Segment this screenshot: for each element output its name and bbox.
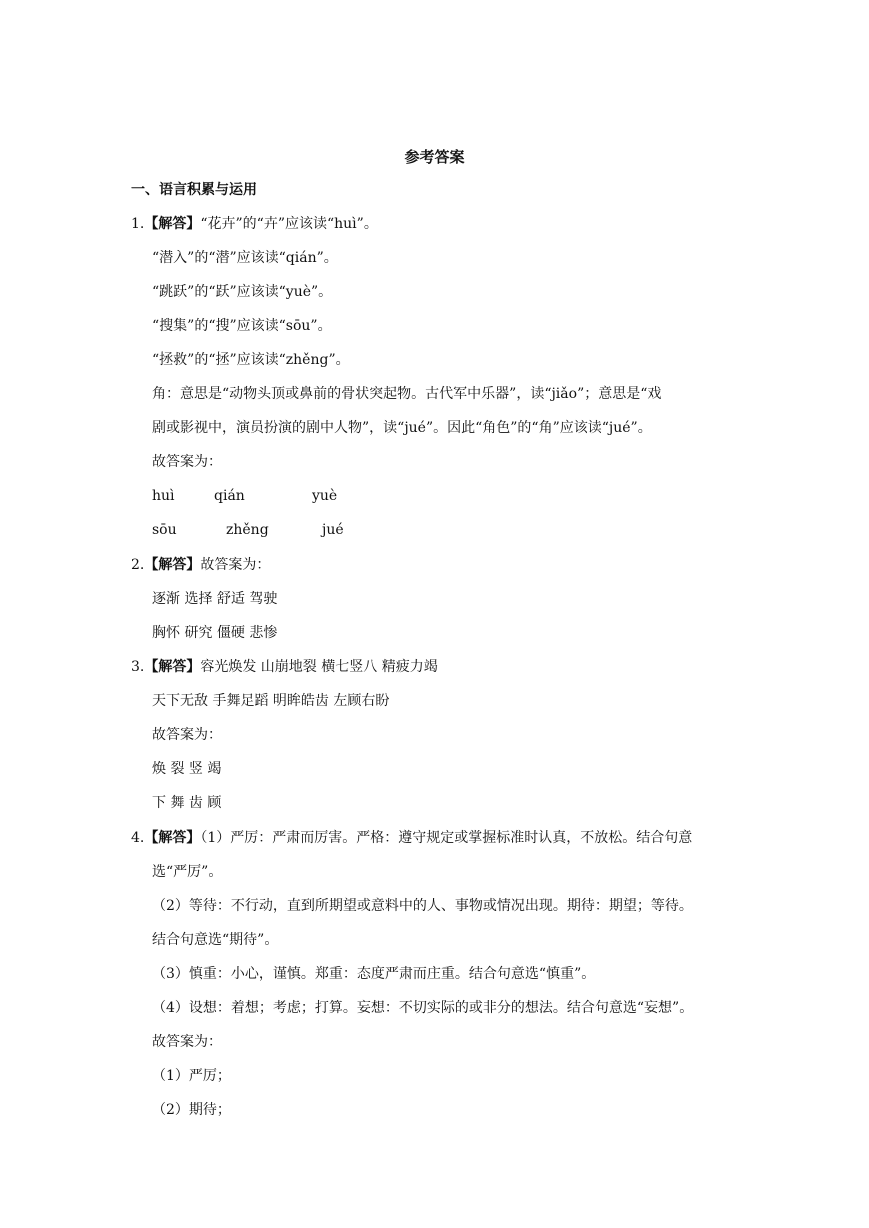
answer-line: “潜入”的“潜”应该读“qián”。 (152, 250, 338, 266)
answer-tag: 【解答】 (144, 216, 201, 232)
answer-tag: 【解答】 (144, 659, 201, 675)
question-number: 3. (131, 659, 145, 675)
answer-line: “跳跃”的“跃”应该读“yuè”。 (152, 284, 333, 300)
question-number: 1. (131, 216, 145, 232)
answer-line: 故答案为： (152, 727, 222, 743)
pinyin-answer: qián (214, 488, 245, 504)
answer-line: “拯救”的“拯”应该读“zhěng”。 (152, 352, 350, 368)
answer-line: 故答案为： (152, 454, 222, 470)
answer-line: 逐渐 选择 舒适 驾驶 (152, 591, 278, 607)
answer-text: 容光焕发 山崩地裂 横七竖八 精疲力竭 (200, 659, 438, 675)
answer-line: 天下无敌 手舞足蹈 明眸皓齿 左顾右盼 (152, 693, 390, 709)
question-1-first-line (131, 214, 378, 234)
pinyin-answer: zhěng (226, 522, 269, 538)
pinyin-answer: jué (322, 522, 344, 538)
page-title: 参考答案 (404, 148, 465, 166)
question-4-first-line (131, 828, 692, 848)
section-heading: 一、语言积累与运用 (131, 182, 257, 198)
answer-line: 故答案为： (152, 1034, 222, 1050)
answer-line: “搜集”的“搜”应该读“sōu”。 (152, 318, 332, 334)
answer-text: 故答案为： (200, 557, 271, 573)
answer-line: （2）期待； (152, 1102, 231, 1118)
answer-line: （1）严厉； (152, 1068, 231, 1084)
answer-line: 剧或影视中，演员扮演的剧中人物”，读“jué”。因此“角色”的“角”应该读“jué”。 (152, 420, 652, 436)
pinyin-answer: yuè (312, 488, 338, 504)
answer-line: 胸怀 研究 僵硬 悲惨 (152, 625, 278, 641)
answer-text: “花卉”的“卉”应该读“huì”。 (200, 216, 378, 232)
answer-line: 下 舞 齿 顾 (152, 795, 222, 811)
answer-text: （1）严厉：严肃而厉害。严格：遵守规定或掌握标准时认真，不放松。结合句意 (200, 830, 693, 846)
answer-tag: 【解答】 (144, 557, 201, 573)
pinyin-answer: sōu (152, 522, 177, 538)
question-3-first-line (131, 657, 438, 677)
question-number: 4. (131, 830, 145, 846)
answer-tag: 【解答】 (144, 830, 201, 846)
answer-line: （2）等待：不行动，直到所期望或意料中的人、事物或情况出现。期待：期望；等待。 (152, 898, 693, 914)
answer-line: （3）慎重：小心，谨慎。郑重：态度严肃而庄重。结合句意选“慎重”。 (152, 966, 596, 982)
answer-line: 结合句意选“期待”。 (152, 932, 279, 948)
question-number: 2. (131, 557, 145, 573)
answer-line: 角：意思是“动物头顶或鼻前的骨状突起物。古代军中乐器”，读“jiǎo”；意思是“戏 (152, 386, 662, 402)
pinyin-answer: huì (152, 488, 175, 504)
answer-line: 焕 裂 竖 竭 (152, 761, 222, 777)
question-2-first-line (131, 555, 270, 575)
answer-line: 选“严厉”。 (152, 864, 223, 880)
answer-line: （4）设想：着想；考虑；打算。妄想：不切实际的或非分的想法。结合句意选“妄想”。 (152, 1000, 694, 1016)
